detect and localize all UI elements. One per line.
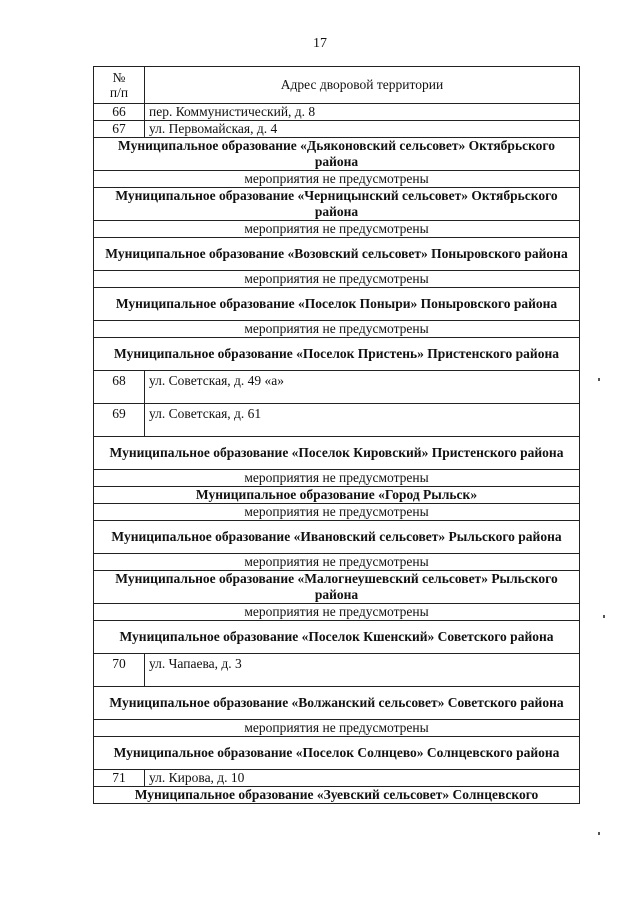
note-row <box>94 504 580 521</box>
table-row <box>94 770 580 787</box>
municipality-heading: Муниципальное образование «Черницынский сельсовет» Октябрьского района <box>94 188 580 221</box>
row-address: ул. Чапаева, д. 3 <box>145 654 580 687</box>
column-header-number-label <box>110 70 128 100</box>
table-row <box>94 654 580 687</box>
section-row <box>94 338 580 371</box>
note-row <box>94 171 580 188</box>
note-row <box>94 554 580 571</box>
scan-speck <box>603 615 605 618</box>
municipality-heading: Муниципальное образование «Возовский сельсовет» Поныровского района <box>94 238 580 271</box>
row-number: 66 <box>94 104 145 121</box>
municipality-heading: Муниципальное образование «Поселок Пристень» Пристенского района <box>94 338 580 371</box>
section-row <box>94 521 580 554</box>
section-row <box>94 238 580 271</box>
note-row <box>94 604 580 621</box>
section-row <box>94 621 580 654</box>
no-measures-note: мероприятия не предусмотрены <box>94 604 580 621</box>
section-row <box>94 188 580 221</box>
table-row <box>94 121 580 138</box>
note-row <box>94 221 580 238</box>
scan-speck <box>598 378 600 381</box>
no-measures-note: мероприятия не предусмотрены <box>94 504 580 521</box>
page-number: 17 <box>313 36 327 51</box>
table-row <box>94 371 580 404</box>
section-row <box>94 487 580 504</box>
row-number: 68 <box>94 371 145 404</box>
municipality-heading: Муниципальное образование «Поселок Солнцево» Солнцевского района <box>94 737 580 770</box>
no-measures-note: мероприятия не предусмотрены <box>94 321 580 338</box>
row-address: ул. Кирова, д. 10 <box>145 770 580 787</box>
column-header-address: Адрес дворовой территории <box>145 67 580 104</box>
note-row <box>94 470 580 487</box>
municipality-heading: Муниципальное образование «Поселок Кшенский» Советского района <box>94 621 580 654</box>
row-number: 67 <box>94 121 145 138</box>
no-measures-note: мероприятия не предусмотрены <box>94 470 580 487</box>
table-body <box>94 104 580 804</box>
address-table <box>93 66 580 804</box>
note-row <box>94 271 580 288</box>
scan-speck <box>598 832 600 835</box>
column-header-number <box>94 67 145 104</box>
row-address: ул. Советская, д. 61 <box>145 404 580 437</box>
row-address: пер. Коммунистический, д. 8 <box>145 104 580 121</box>
table-header-row <box>94 67 580 104</box>
column-header-number-line: № <box>112 70 126 85</box>
note-row <box>94 720 580 737</box>
row-address: ул. Советская, д. 49 «а» <box>145 371 580 404</box>
section-row <box>94 571 580 604</box>
section-row <box>94 687 580 720</box>
section-row <box>94 288 580 321</box>
no-measures-note: мероприятия не предусмотрены <box>94 221 580 238</box>
no-measures-note: мероприятия не предусмотрены <box>94 720 580 737</box>
section-row <box>94 437 580 470</box>
table-row <box>94 104 580 121</box>
municipality-heading: Муниципальное образование «Город Рыльск» <box>94 487 580 504</box>
municipality-heading: Муниципальное образование «Поселок Поныри» Поныровского района <box>94 288 580 321</box>
no-measures-note: мероприятия не предусмотрены <box>94 171 580 188</box>
table-row <box>94 404 580 437</box>
note-row <box>94 321 580 338</box>
row-number: 69 <box>94 404 145 437</box>
municipality-heading: Муниципальное образование «Волжанский сельсовет» Советского района <box>94 687 580 720</box>
section-row <box>94 138 580 171</box>
no-measures-note: мероприятия не предусмотрены <box>94 554 580 571</box>
municipality-heading: Муниципальное образование «Малогнеушевский сельсовет» Рыльского района <box>94 571 580 604</box>
municipality-heading: Муниципальное образование «Зуевский сельсовет» Солнцевского <box>94 787 580 804</box>
row-number: 70 <box>94 654 145 687</box>
municipality-heading: Муниципальное образование «Ивановский сельсовет» Рыльского района <box>94 521 580 554</box>
row-address: ул. Первомайская, д. 4 <box>145 121 580 138</box>
municipality-heading: Муниципальное образование «Поселок Кировский» Пристенского района <box>94 437 580 470</box>
municipality-heading: Муниципальное образование «Дьяконовский сельсовет» Октябрьского района <box>94 138 580 171</box>
row-number: 71 <box>94 770 145 787</box>
section-row <box>94 737 580 770</box>
no-measures-note: мероприятия не предусмотрены <box>94 271 580 288</box>
column-header-number-line: п/п <box>109 85 129 100</box>
section-row <box>94 787 580 804</box>
